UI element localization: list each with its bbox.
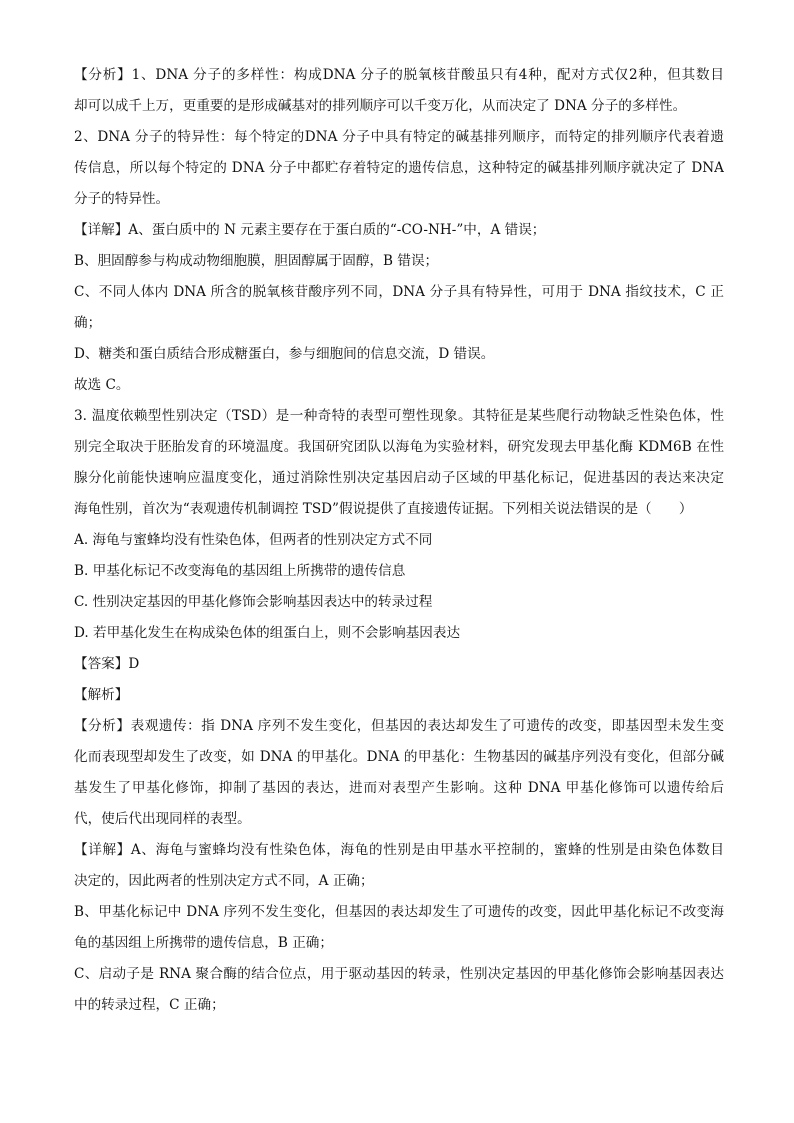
text-line: 分子的特异性。 — [74, 191, 170, 207]
text-line: 确； — [74, 315, 102, 331]
text-line: 化而表现型却发生了改变，如 DNA 的甲基化。DNA 的甲基化：生物基因的碱基序列没有变化，但部分碱 — [74, 749, 724, 765]
text-line: C、启动子是 RNA 聚合酶的结合位点，用于驱动基因的转录，性别决定基因的甲基化修饰会影响基因表达 — [74, 966, 724, 982]
document-body — [74, 60, 724, 1021]
text-line: 【分析】1、DNA 分子的多样性：构成DNA 分子的脱氧核苷酸虽只有4种，配对方式仅2种，但其数目 — [74, 67, 724, 83]
text-line: 龟的基因组上所携带的遗传信息，B 正确； — [74, 935, 333, 951]
text-line: D. 若甲基化发生在构成染色体的组蛋白上，则不会影响基因表达 — [74, 625, 461, 641]
text-line: 2、DNA 分子的特异性：每个特定的DNA 分子中具有特定的碱基排列顺序，而特定的排列顺序代表着遗 — [74, 129, 724, 145]
text-line: A. 海龟与蜜蜂均没有性染色体，但两者的性别决定方式不同 — [74, 532, 433, 548]
text-line: 代，使后代出现同样的表型。 — [74, 811, 251, 827]
text-line: 基发生了甲基化修饰，抑制了基因的表达，进而对表型产生影响。这种 DNA 甲基化修饰可以遗传给后 — [74, 780, 724, 796]
text-line: 决定的，因此两者的性别决定方式不同，A 正确； — [74, 873, 374, 889]
text-line: 故选 C。 — [74, 377, 130, 393]
text-line: 海龟性别，首次为“表观遗传机制调控 TSD”假说提供了直接遗传证据。下列相关说法错误的是（ ） — [74, 501, 693, 517]
text-line: 【解析】 — [74, 687, 129, 703]
text-line: C、不同人体内 DNA 所含的脱氧核苷酸序列不同，DNA 分子具有特异性，可用于 DNA 指纹技术，C 正 — [74, 284, 724, 300]
text-line: 【详解】A、蛋白质中的 N 元素主要存在于蛋白质的“-CO-NH-”中，A 错误； — [74, 222, 546, 238]
text-line: 3. 温度依赖型性别决定（TSD）是一种奇特的表型可塑性现象。其特征是某些爬行动物缺乏性染色体，性 — [74, 408, 724, 424]
text-line: 中的转录过程，C 正确； — [74, 997, 225, 1013]
text-line: C. 性别决定基因的甲基化修饰会影响基因表达中的转录过程 — [74, 594, 433, 610]
text-line: 【详解】A、海龟与蜜蜂均没有性染色体，海龟的性别是由甲基水平控制的，蜜蜂的性别是由染色体数目 — [74, 842, 724, 858]
text-line: D、糖类和蛋白质结合形成糖蛋白，参与细胞间的信息交流，D 错误。 — [74, 346, 495, 362]
text-line: 别完全取决于胚胎发育的环境温度。我国研究团队以海龟为实验材料，研究发现去甲基化酶 KDM6B 在性 — [74, 439, 724, 455]
text-line: 【分析】表观遗传：指 DNA 序列不发生变化，但基因的表达却发生了可遗传的改变，即基因型未发生变 — [74, 718, 724, 734]
text-line: 却可以成千上万，更重要的是形成碱基对的排列顺序可以千变万化，从而决定了 DNA 分子的多样性。 — [74, 98, 687, 114]
text-line: B、甲基化标记中 DNA 序列不发生变化，但基因的表达却发生了可遗传的改变，因此甲基化标记不改变海 — [74, 904, 724, 920]
text-line: 传信息，所以每个特定的 DNA 分子中都贮存着特定的遗传信息，这种特定的碱基排列顺序就决定了 DNA — [74, 160, 724, 176]
text-line: 【答案】D — [74, 656, 140, 672]
text-line: 腺分化前能快速响应温度变化，通过消除性别决定基因启动子区域的甲基化标记，促进基因的表达来决定 — [74, 470, 724, 486]
text-line: B、胆固醇参与构成动物细胞膜，胆固醇属于固醇，B 错误； — [74, 253, 439, 269]
text-line: B. 甲基化标记不改变海龟的基因组上所携带的遗传信息 — [74, 563, 406, 579]
